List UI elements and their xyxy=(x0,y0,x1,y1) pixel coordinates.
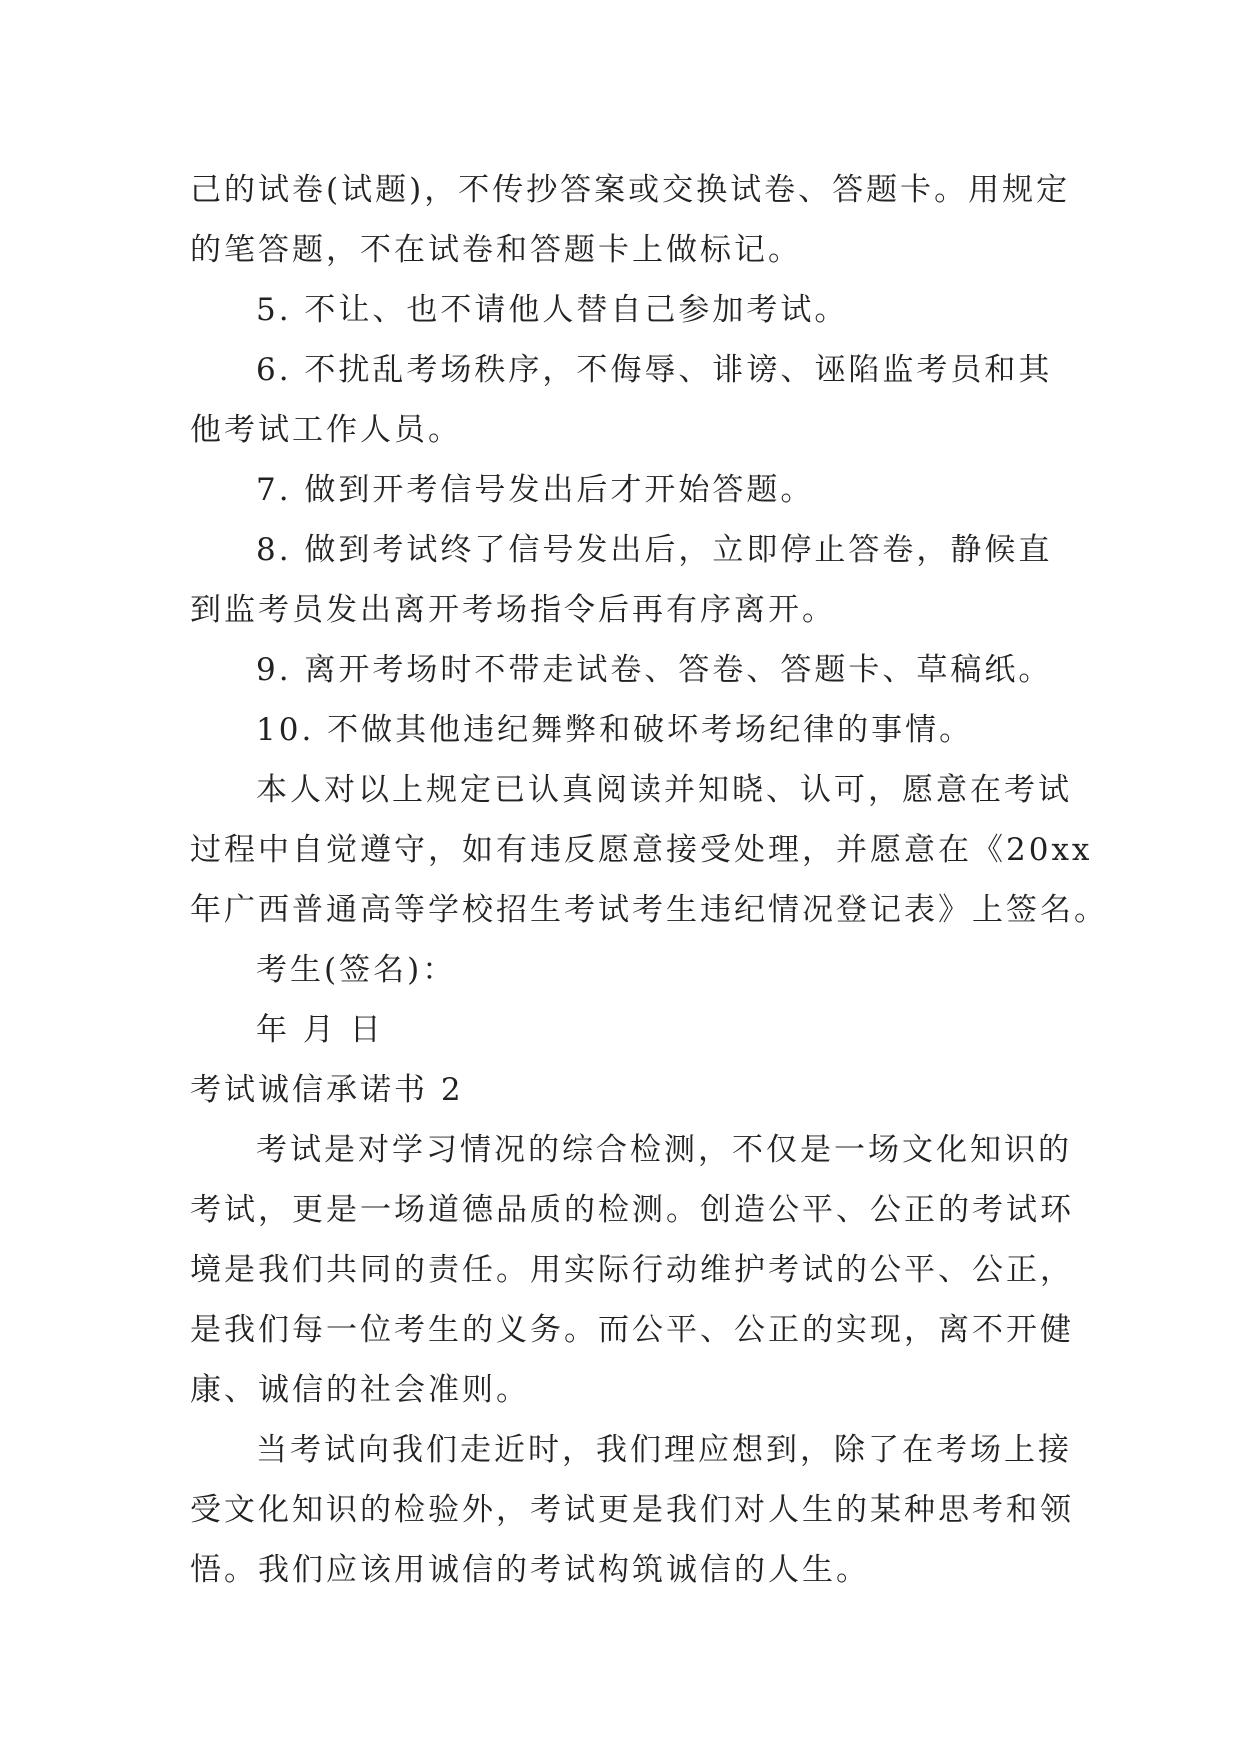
text-line: 他考试工作人员。 xyxy=(190,412,462,448)
text-line: 的笔答题，不在试卷和答题卡上做标记。 xyxy=(190,232,802,268)
text-line: 境是我们共同的责任。用实际行动维护考试的公平、公正， xyxy=(190,1252,1074,1288)
rule-item-8: 8. 做到考试终了信号发出后，立即停止答卷，静候直 xyxy=(256,532,1053,568)
text-line: 到监考员发出离开考场指令后再有序离开。 xyxy=(190,592,836,628)
pledge-paragraph: 本人对以上规定已认真阅读并知晓、认可，愿意在考试 xyxy=(256,772,1072,808)
document-body xyxy=(190,160,1108,1600)
rule-item-7: 7. 做到开考信号发出后才开始答题。 xyxy=(256,472,815,508)
text-line: 悟。我们应该用诚信的考试构筑诚信的人生。 xyxy=(190,1552,870,1588)
rule-item-10: 10. 不做其他违纪舞弊和破坏考场纪律的事情。 xyxy=(256,712,974,748)
text-line: 考试，更是一场道德品质的检测。创造公平、公正的考试环 xyxy=(190,1192,1074,1228)
text-line: 是我们每一位考生的义务。而公平、公正的实现，离不开健 xyxy=(190,1312,1074,1348)
text-line: 己的试卷(试题)，不传抄答案或交换试卷、答题卡。用规定 xyxy=(190,172,1071,208)
paragraph-line: 考试是对学习情况的综合检测，不仅是一场文化知识的 xyxy=(256,1132,1072,1168)
section-title: 考试诚信承诺书 2 xyxy=(190,1072,464,1108)
paragraph-line: 当考试向我们走近时，我们理应想到，除了在考场上接 xyxy=(256,1432,1072,1468)
date-label: 年 月 日 xyxy=(256,1012,384,1048)
rule-item-6: 6. 不扰乱考场秩序，不侮辱、诽谤、诬陷监考员和其 xyxy=(256,352,1053,388)
rule-item-5: 5. 不让、也不请他人替自己参加考试。 xyxy=(256,292,849,328)
rule-item-9: 9. 离开考场时不带走试卷、答卷、答题卡、草稿纸。 xyxy=(256,652,1053,688)
text-line: 过程中自觉遵守，如有违反愿意接受处理，并愿意在《20xx xyxy=(190,832,1093,868)
text-line: 受文化知识的检验外，考试更是我们对人生的某种思考和领 xyxy=(190,1492,1074,1528)
text-line: 年广西普通高等学校招生考试考生违纪情况登记表》上签名。 xyxy=(190,892,1108,928)
signature-label: 考生(签名)： xyxy=(256,952,457,988)
text-line: 康、诚信的社会准则。 xyxy=(190,1372,530,1408)
